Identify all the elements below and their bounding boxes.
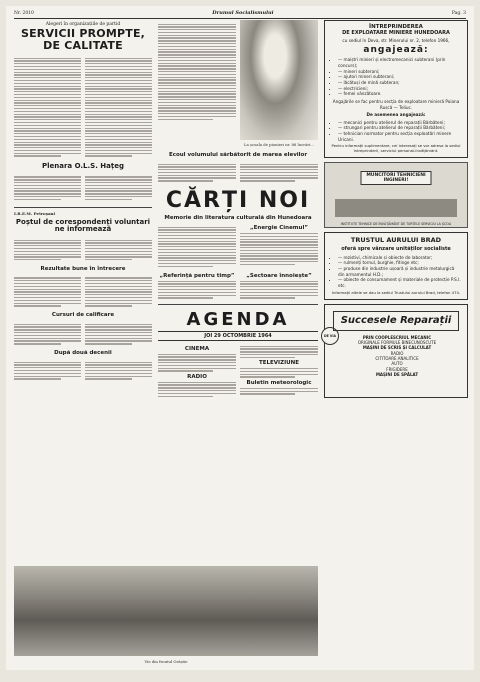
buletin-heading: Buletin meteorologic bbox=[246, 379, 312, 386]
box1-item: • — lăcătuși de mină subteran; bbox=[338, 80, 462, 86]
box2-item: • — rezistivi, chimicale și obiecte de laborator; bbox=[338, 255, 462, 261]
box1-item: • — maiștri minieri și electromecanici subterani (prin concurs); bbox=[338, 57, 462, 68]
page-header bbox=[14, 8, 466, 19]
cursuri-title: Cursuri de calificare bbox=[51, 312, 115, 319]
repair-line: MAȘINI DE SPĂLAT bbox=[375, 372, 419, 378]
agenda-date: JOI 29 OCTOMBRIE 1964 bbox=[158, 331, 318, 341]
kicker: Alegeri în organizațiile de partid bbox=[45, 22, 121, 27]
posta-title: Poștul de corespondenți voluntari ne informează bbox=[15, 217, 151, 234]
street-photo bbox=[14, 566, 318, 656]
repair-line: FRIGIDERE bbox=[386, 366, 408, 372]
radio-heading: RADIO bbox=[187, 373, 207, 380]
repair-services-ad bbox=[324, 304, 468, 398]
ad-footer: INSTITUTE TEHNICE DE ÎNVĂȚĂMÂNT DE TURTELE SERVICIU LA ȘCOLI bbox=[340, 222, 452, 227]
box1-subtitle: DE EXPLOATARE MINIERE HUNEDOARA bbox=[342, 30, 450, 36]
repair-line: MAȘINI DE SCRIS ȘI CALCULAT bbox=[362, 345, 432, 351]
agenda-title: AGENDA bbox=[186, 308, 290, 330]
box1-angajeaza: angajează: bbox=[363, 45, 429, 56]
box1-item2: • — tehnician normator pentru secția exploatări minere Uricani. bbox=[338, 131, 462, 142]
box1-item: • — femei vânzătoare. bbox=[338, 91, 462, 97]
column-right bbox=[324, 20, 468, 398]
dupa-title: După două decenii bbox=[54, 350, 112, 357]
desk-illustration bbox=[335, 199, 457, 217]
repair-line: PRIN COOPLESCRIUL MECANIC bbox=[362, 334, 432, 340]
box1-footer: Pentru informații suplimentare, cei interesați se vor adresa la sediul întreprinderii, serviciul personal-învățământ. bbox=[331, 143, 461, 154]
box2-item: • — rulmenți tornul, burghie, fitinge etc; bbox=[338, 260, 462, 266]
column-left bbox=[14, 20, 152, 383]
cinema-heading: CINEMA bbox=[184, 345, 210, 352]
trustul-aurului-ad bbox=[324, 232, 468, 299]
repair-line: AUTO bbox=[391, 361, 403, 367]
box1-list bbox=[330, 57, 462, 97]
ie-hunedoara-ad bbox=[324, 20, 468, 158]
box1-item2: • — mecanici pentru atelierul de reparații Bărbăteni; bbox=[338, 120, 462, 126]
article-body bbox=[14, 54, 152, 160]
repair-line: ORIGINALE FORMULE BINECUNOSCUTE bbox=[357, 339, 437, 345]
workers-illustration-ad bbox=[324, 162, 468, 228]
box2-item: • — obiecte de consumament și materiale de protecție P.S.I. etc. bbox=[338, 277, 462, 288]
repair-body bbox=[335, 335, 459, 378]
box1-title: ÎNTREPRINDEREA bbox=[369, 24, 423, 30]
ad-label: MUNCITORI TEHNICIENI INGINERI! bbox=[361, 171, 432, 185]
box2-list bbox=[330, 255, 462, 289]
box1-address: cu sediul în Deva, str. Minerului nr. 2, telefon 1966, bbox=[342, 38, 450, 43]
box1-item: • — ajutori mineri subterani; bbox=[338, 74, 462, 80]
carti-subtitle: Memorie din literatura culturală din Hunedoara bbox=[164, 215, 312, 222]
carti-noi-title: CĂRȚI NOI bbox=[165, 188, 311, 214]
box1-note: Angajările se fac pentru secția de exploatare minieră Poiana Ruscă — Teliuc. bbox=[332, 99, 460, 110]
plenara-title: Plenara O.L.S. Hațeg bbox=[42, 162, 124, 171]
box1-item: • — mineri subterani; bbox=[338, 69, 462, 75]
column-middle bbox=[158, 20, 318, 399]
newspaper-page bbox=[6, 6, 474, 670]
page-number-left: Nr. 2010 bbox=[14, 10, 34, 16]
rezultate-title: Rezultate bune în întrecere bbox=[40, 265, 126, 272]
seal-icon: DE VIA bbox=[321, 327, 339, 345]
box2-title: TRUSTUL AURULUI BRAD bbox=[350, 236, 442, 245]
televiziune-heading: TELEVIZIUNE bbox=[259, 360, 299, 367]
referinta-title: „Referință pentru timp” bbox=[159, 272, 235, 279]
repair-line: RADIO bbox=[390, 350, 404, 356]
box2-footer: Informații altele se dau la sediul Trustului aurului Brad, telefon 474. bbox=[331, 289, 461, 295]
page-number-right: Pag. 3 bbox=[451, 10, 466, 16]
repair-line: CITITOARE ANALITICE bbox=[375, 356, 419, 362]
box2-intro: oferă spre vânzare unităților socialiste bbox=[341, 246, 451, 253]
masthead: Drumul Socialismului bbox=[212, 10, 274, 16]
sectoare-title: „Sectoare înnoiește” bbox=[246, 272, 312, 279]
energie-title: „Energie Cinemul” bbox=[250, 225, 308, 232]
street-photo-caption: Vie din frontul Orăștie bbox=[144, 659, 188, 664]
main-headline: SERVICII PROMPTE, DE CALITATE bbox=[20, 27, 146, 52]
box1-subheading: De asemenea angajează: bbox=[366, 112, 426, 118]
portrait-photo bbox=[240, 20, 318, 140]
repair-sign: Succesele Reparații bbox=[333, 311, 459, 331]
box1-item: • — electricieni; bbox=[338, 86, 462, 92]
box1-list2 bbox=[330, 120, 462, 143]
box2-item: • — produse din industrie ușoară și industrie metalurgică din armamentul H.D.; bbox=[338, 266, 462, 277]
portrait-caption: La școala de pionieri nr. 86 lucrări... bbox=[243, 142, 315, 147]
box1-item2: • — strungari pentru atelierul de reparații Bărbăteni; bbox=[338, 125, 462, 131]
posta-byline: I.R.E.M. Petroșani bbox=[14, 210, 55, 216]
ecoul-title: Ecoul volumului sărbătorit de marea elevilor bbox=[168, 152, 308, 158]
